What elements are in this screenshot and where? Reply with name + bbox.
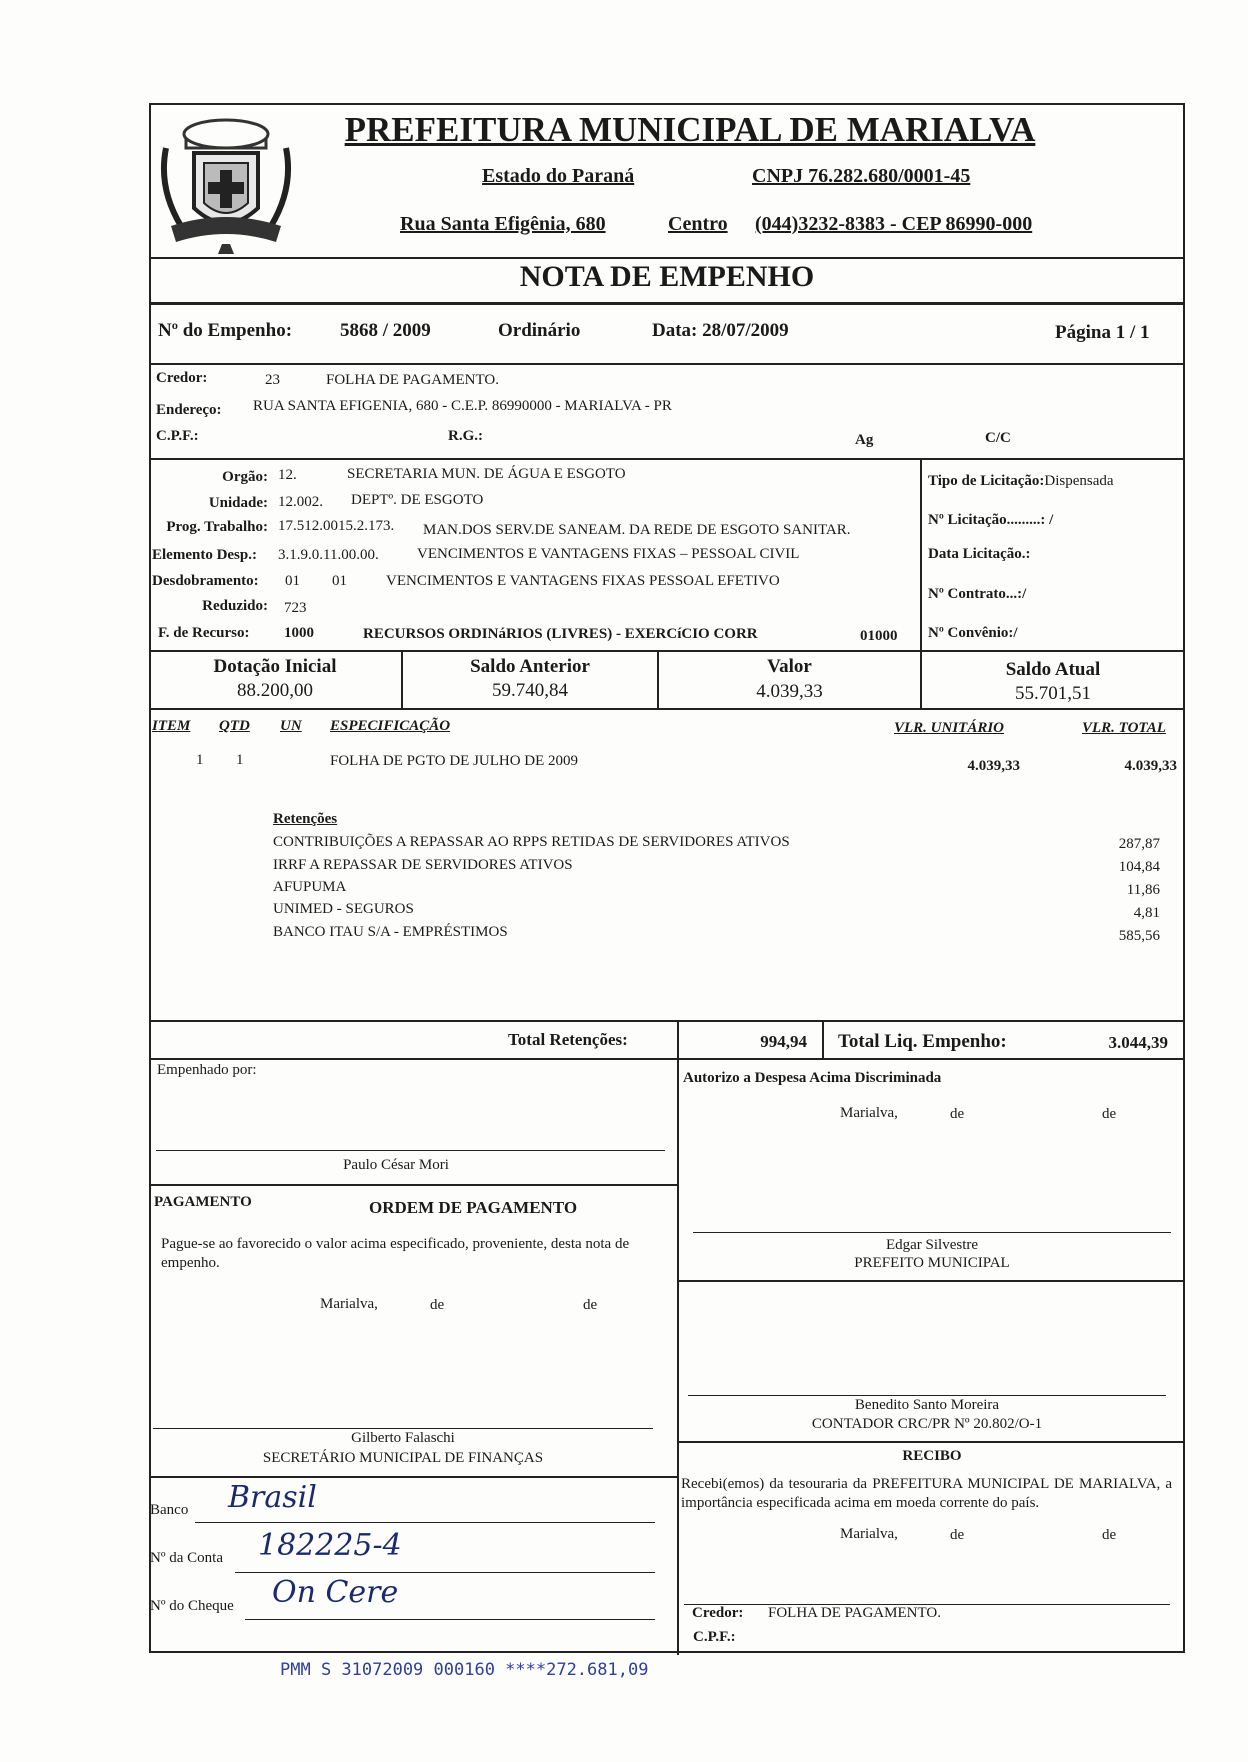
item-qtd: 1 [236, 752, 244, 768]
desdobramento-name: VENCIMENTOS E VANTAGENS FIXAS PESSOAL EFETIVO [386, 573, 780, 589]
classification-divider [149, 650, 1185, 652]
recibo-text: Recebi(emos) da tesouraria da PREFEITURA MUNICIPAL DE MARIALVA, a importância especificada acima em moeda corrente do país. [681, 1476, 1172, 1511]
banco-line [195, 1522, 655, 1523]
classification-vdivider [920, 458, 922, 650]
empenhado-divider [149, 1184, 678, 1186]
pagamento-de-2: de [583, 1297, 598, 1313]
col-total: VLR. TOTAL [1082, 720, 1166, 736]
pagamento-city: Marialva, [320, 1296, 378, 1312]
totals-bottom-divider [149, 1058, 1185, 1060]
prefeito-name: Edgar Silvestre [885, 1237, 979, 1253]
recibo-credor-label: Credor: [692, 1605, 744, 1621]
cnpj-label: CNPJ 76.282.680/0001-45 [752, 165, 971, 187]
autorizo-de-1: de [950, 1106, 965, 1122]
saldo-anterior-label: Saldo Anterior [470, 656, 590, 677]
saldo-divider [149, 708, 1185, 710]
page-number: Página 1 / 1 [1055, 322, 1150, 343]
col-item: ITEM [152, 718, 191, 734]
authentication-stamp: PMM S 31072009 000160 ****272.681,09 [280, 1660, 649, 1680]
pague-text: Pague-se ao favorecido o valor acima especificado, proveniente, desta nota de empenho. [161, 1236, 630, 1271]
retencao-desc: UNIMED - SEGUROS [273, 901, 414, 917]
banco-label: Banco [150, 1502, 189, 1518]
cheque-label: Nº do Cheque [150, 1598, 234, 1614]
dotacao-value: 88.200,00 [237, 680, 313, 701]
contador-title: CONTADOR CRC/PR Nº 20.802/O-1 [811, 1416, 1043, 1432]
contador-signature-line [688, 1395, 1166, 1396]
autorizo-city: Marialva, [840, 1105, 898, 1121]
col-qtd: QTD [219, 718, 250, 734]
total-liquido-label: Total Liq. Empenho: [838, 1031, 1007, 1052]
credor-divider [149, 458, 1185, 460]
total-liquido-value: 3.044,39 [1108, 1033, 1168, 1052]
empenhado-signature-line [156, 1150, 665, 1151]
retencao-value: 4,81 [1133, 905, 1160, 921]
recibo-credor-value: FOLHA DE PAGAMENTO. [768, 1605, 941, 1621]
empenho-type: Ordinário [498, 320, 581, 341]
recibo-de-1: de [950, 1527, 965, 1543]
recibo-de-2: de [1102, 1527, 1117, 1543]
fonte-code: 1000 [284, 625, 314, 641]
recibo-cpf-label: C.P.F.: [693, 1629, 736, 1645]
ordem-pagamento-label: ORDEM DE PAGAMENTO [369, 1198, 578, 1217]
item-number: 1 [196, 752, 204, 768]
municipality-title: PREFEITURA MUNICIPAL DE MARIALVA [344, 110, 1036, 149]
numero-contrato: Nº Contrato...:/ [928, 586, 1027, 602]
conta-line [235, 1572, 655, 1573]
fonte-label: F. de Recurso: [158, 625, 250, 641]
elemento-code: 3.1.9.0.11.00.00. [278, 547, 379, 563]
autorizo-label: Autorizo a Despesa Acima Discriminada [683, 1070, 942, 1086]
desdobramento-label: Desdobramento: [152, 573, 259, 589]
contador-name: Benedito Santo Moreira [854, 1397, 1000, 1413]
contador-divider [677, 1441, 1185, 1443]
totals-top-divider [149, 1020, 1185, 1022]
pagamento-label: PAGAMENTO [154, 1194, 252, 1210]
valor-value: 4.039,33 [756, 681, 823, 702]
retencao-value: 585,56 [1118, 928, 1160, 944]
empenho-number-label: Nº do Empenho: [158, 320, 293, 341]
data-licitacao: Data Licitação.: [928, 546, 1031, 562]
conta-handwritten: 182225-4 [258, 1528, 402, 1563]
total-retencoes-value: 994,94 [760, 1032, 807, 1051]
saldo-anterior-value: 59.740,84 [492, 680, 568, 701]
retencao-value: 11,86 [1126, 882, 1160, 898]
rg-label: R.G.: [448, 428, 483, 444]
reduzido-code: 723 [284, 600, 307, 616]
retencao-desc: IRRF A REPASSAR DE SERVIDORES ATIVOS [273, 857, 573, 873]
elemento-label: Elemento Desp.: [152, 547, 257, 563]
col-spec: ESPECIFICAÇÃO [330, 718, 451, 734]
retencao-desc: AFUPUMA [273, 879, 347, 895]
cc-label: C/C [985, 430, 1011, 446]
title-divider [149, 302, 1185, 305]
secretario-signature-line [153, 1428, 653, 1429]
cpf-label: C.P.F.: [156, 428, 199, 444]
header-divider [149, 257, 1185, 259]
desdobramento-b: 01 [332, 573, 347, 589]
pagamento-de-1: de [430, 1297, 445, 1313]
saldo-atual-value: 55.701,51 [1015, 683, 1091, 704]
totals-vdivider-2 [822, 1022, 824, 1060]
numero-licitacao: Nº Licitação.........: / [928, 512, 1054, 528]
phone-cep: (044)3232-8383 - CEP 86990-000 [755, 213, 1033, 235]
orgao-code: 12. [278, 467, 297, 483]
empenho-divider [149, 363, 1185, 365]
prefeito-title: PREFEITO MUNICIPAL [854, 1255, 1010, 1271]
retencao-desc: CONTRIBUIÇÕES A REPASSAR AO RPPS RETIDAS DE SERVIDORES ATIVOS [273, 834, 790, 850]
tipo-licitacao [928, 473, 1114, 490]
secretario-title: SECRETÁRIO MUNICIPAL DE FINANÇAS [262, 1450, 544, 1466]
document-title: NOTA DE EMPENHO [519, 260, 815, 293]
retencoes-title: Retenções [273, 811, 338, 827]
retencao-value: 287,87 [1118, 836, 1160, 852]
orgao-label: Orgão: [222, 469, 268, 485]
conta-label: Nº da Conta [150, 1550, 223, 1566]
saldo-atual-label: Saldo Atual [1005, 659, 1101, 680]
item-total-value: 4.039,33 [1124, 758, 1177, 774]
banco-handwritten: Brasil [228, 1480, 317, 1515]
address-label: Endereço: [156, 402, 222, 418]
tipo-licitacao-value: Dispensada [1044, 473, 1114, 489]
prog-name: MAN.DOS SERV.DE SANEAM. DA REDE DE ESGOTO SANITAR. [423, 522, 851, 538]
recibo-title: RECIBO [902, 1448, 962, 1464]
recibo-city: Marialva, [840, 1526, 898, 1542]
unidade-code: 12.002. [278, 494, 323, 510]
empenhado-name: Paulo César Mori [343, 1157, 449, 1173]
total-retencoes-label: Total Retenções: [508, 1030, 628, 1049]
reduzido-label: Reduzido: [202, 598, 268, 614]
coat-of-arms [156, 108, 296, 256]
fonte-ref: 01000 [860, 628, 898, 644]
empenhado-label: Empenhado por: [157, 1062, 257, 1078]
orgao-name: SECRETARIA MUN. DE ÁGUA E ESGOTO [347, 466, 626, 482]
credor-label: Credor: [156, 370, 208, 386]
autorizo-de-2: de [1102, 1106, 1117, 1122]
retencao-value: 104,84 [1118, 859, 1160, 875]
signature-vdivider [677, 1058, 679, 1655]
state-label: Estado do Paraná [482, 165, 635, 187]
fonte-name: RECURSOS ORDINáRIOS (LIVRES) - EXERCíCIO CORR [363, 626, 758, 642]
credor-name: FOLHA DE PAGAMENTO. [326, 372, 499, 388]
prog-label: Prog. Trabalho: [166, 519, 268, 535]
item-spec: FOLHA DE PGTO DE JULHO DE 2009 [330, 753, 579, 769]
tipo-licitacao-label: Tipo de Licitação: [928, 473, 1045, 489]
numero-convenio: Nº Convênio:/ [928, 625, 1018, 641]
retencao-desc: BANCO ITAU S/A - EMPRÉSTIMOS [273, 924, 508, 940]
secretario-divider [149, 1476, 678, 1478]
valor-label: Valor [767, 656, 812, 677]
empenho-date: Data: 28/07/2009 [652, 320, 789, 341]
prog-code: 17.512.0015.2.173. [278, 518, 395, 534]
item-unit-value: 4.039,33 [967, 758, 1020, 774]
col-unit: VLR. UNITÁRIO [894, 720, 1005, 736]
cheque-line [245, 1619, 655, 1620]
credor-address: RUA SANTA EFIGENIA, 680 - C.E.P. 86990000 - MARIALVA - PR [253, 398, 672, 414]
prefeito-signature-line [693, 1232, 1171, 1233]
district-label: Centro [668, 213, 728, 235]
dotacao-label: Dotação Inicial [213, 656, 337, 677]
cheque-handwritten: On Cere [272, 1575, 399, 1610]
desdobramento-a: 01 [285, 573, 300, 589]
ag-label: Ag [855, 432, 874, 448]
unidade-name: DEPTº. DE ESGOTO [351, 492, 484, 508]
secretario-name: Gilberto Falaschi [351, 1430, 455, 1446]
prefeito-divider [677, 1280, 1185, 1282]
unidade-label: Unidade: [208, 495, 268, 511]
credor-code: 23 [265, 372, 280, 388]
empenho-number: 5868 / 2009 [340, 320, 431, 341]
col-un: UN [280, 718, 302, 734]
totals-vdivider-1 [677, 1020, 679, 1058]
elemento-name: VENCIMENTOS E VANTAGENS FIXAS – PESSOAL CIVIL [417, 546, 800, 562]
street-address: Rua Santa Efigênia, 680 [400, 213, 606, 235]
